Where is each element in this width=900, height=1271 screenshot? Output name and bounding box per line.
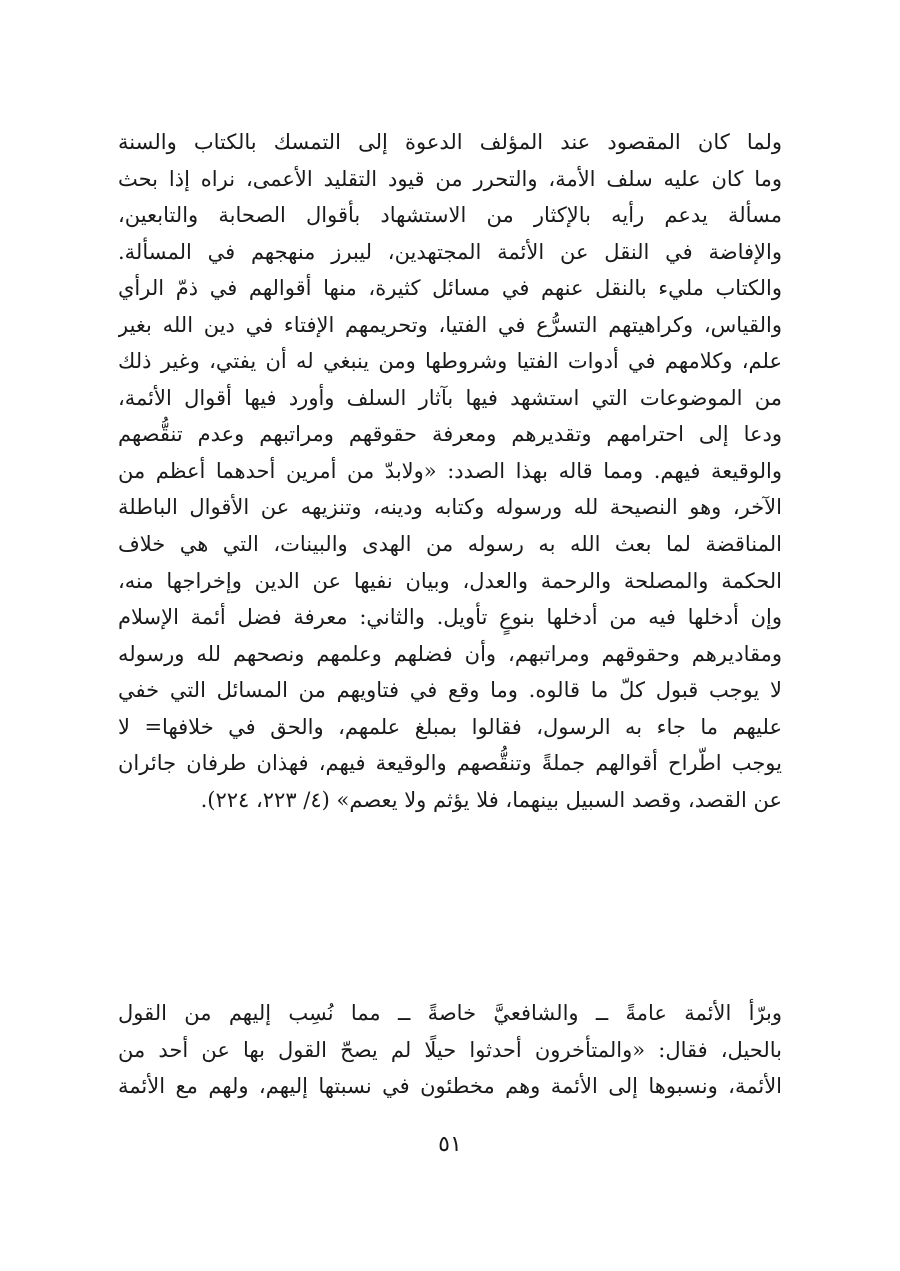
text-line: والإفاضة في النقل عن الأئمة المجتهدين، ليبرز منهجهم في المسألة.	[118, 239, 782, 264]
text-line: الأئمة، ونسبوها إلى الأئمة وهم مخطئون في نسبتها إليهم، ولهم مع الأئمة	[118, 1074, 782, 1099]
page-number: ٥١	[438, 1132, 462, 1157]
text-line: مسألة يدعم رأيه بالإكثار من الاستشهاد بأقوال الصحابة والتابعين،	[118, 203, 782, 228]
text-line: علم، وكلامهم في أدوات الفتيا وشروطها ومن ينبغي له أن يفتي، وغير ذلك	[118, 349, 782, 374]
text-line: ومقاديرهم وحقوقهم ومراتبهم، وأن فضلهم وعلمهم ونصحهم لله ورسوله	[118, 641, 782, 666]
text-line: وما كان عليه سلف الأمة، والتحرر من قيود التقليد الأعمى، نراه إذا بحث	[118, 166, 782, 191]
text-line: عليهم ما جاء به الرسول، فقالوا بمبلغ علمهم، والحق في خلافها= لا	[118, 714, 782, 739]
text-line: الحكمة والمصلحة والرحمة والعدل، وبيان نفيها عن الدين وإخراجها منه،	[118, 568, 782, 593]
paragraph-2	[118, 995, 782, 1105]
text-line: بالحيل، فقال: «والمتأخرون أحدثوا حيلًا لم يصحّ القول بها عن أحد من	[118, 1037, 782, 1062]
text-line: ودعا إلى احترامهم وتقديرهم ومعرفة حقوقهم ومراتبهم وعدم تنقُّصهم	[118, 422, 782, 447]
text-line: والوقيعة فيهم. ومما قاله بهذا الصدد: «ولابدّ من أمرين أحدهما أعظم من	[118, 458, 782, 483]
paragraph-1	[118, 124, 782, 818]
text-line: من الموضوعات التي استشهد فيها بآثار السلف وأورد فيها أقوال الأئمة،	[118, 385, 782, 410]
text-line: المناقضة لما بعث الله به رسوله من الهدى والبينات، التي هي خلاف	[118, 532, 782, 557]
text-line: عن القصد، وقصد السبيل بينهما، فلا يؤثم ولا يعصم» (٤/ ٢٢٣، ٢٢٤).	[200, 787, 782, 812]
text-line: وإن أدخلها فيه من أدخلها بنوعٍ تأويل. والثاني: معرفة فضل أئمة الإسلام	[118, 605, 782, 630]
text-line: وبرّأ الأئمة عامةً ــ والشافعيَّ خاصةً ــ مما نُسِب إليهم من القول	[118, 1001, 782, 1025]
text-line: والقياس، وكراهيتهم التسرُّع في الفتيا، وتحريمهم الإفتاء في دين الله بغير	[118, 312, 782, 337]
text-line: الآخر، وهو النصيحة لله ورسوله وكتابه ودينه، وتنزيهه عن الأقوال الباطلة	[118, 495, 782, 520]
text-line: لا يوجب قبول كلّ ما قالوه. وما وقع في فتاويهم من المسائل التي خفي	[118, 678, 782, 703]
text-line: ولما كان المقصود عند المؤلف الدعوة إلى التمسك بالكتاب والسنة	[118, 130, 782, 154]
text-line: والكتاب مليء بالنقل عنهم في مسائل كثيرة، منها أقوالهم في ذمّ الرأي	[118, 276, 782, 301]
text-line: يوجب اطّراح أقوالهم جملةً وتنقُّصهم والوقيعة فيهم، فهذان طرفان جائران	[118, 751, 782, 776]
